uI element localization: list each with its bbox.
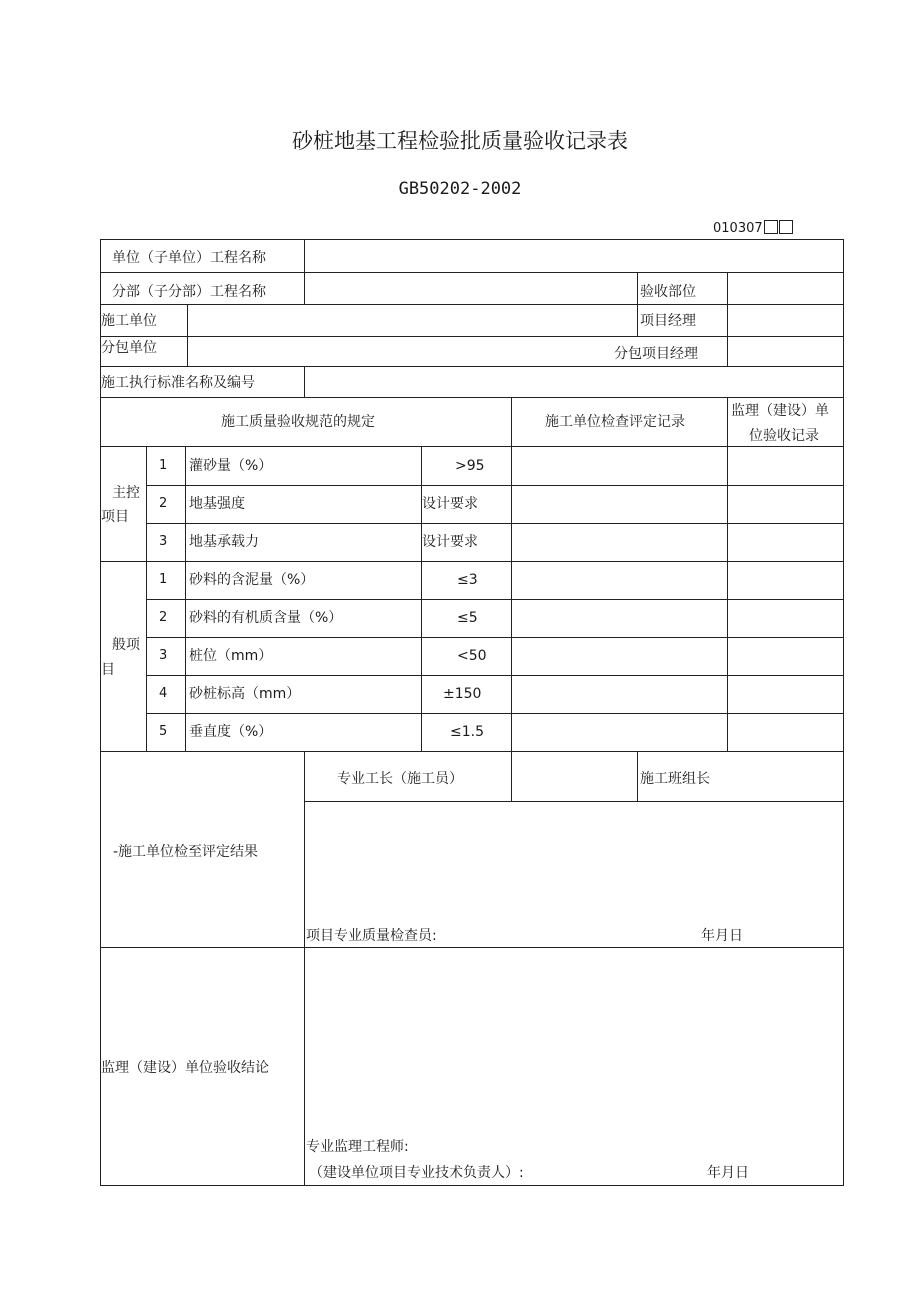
form-code <box>713 220 793 235</box>
grid-line <box>637 751 638 802</box>
grid-line <box>511 751 512 802</box>
grid-line <box>100 561 844 562</box>
project-manager-label: 项目经理 <box>640 313 696 329</box>
grid-line <box>100 304 844 305</box>
subcontract-unit-label: 分包单位 <box>101 340 157 356</box>
grid-line <box>304 801 844 802</box>
item-number: 1 <box>159 572 168 587</box>
item-name: 砂料的有机质含量（%） <box>189 610 343 626</box>
quality-inspector-label: 项目专业质量检查员: <box>306 928 437 944</box>
grid-line <box>100 336 844 337</box>
item-value: ±150 <box>443 686 482 702</box>
item-name: 砂桩标高（mm） <box>189 686 301 702</box>
unit-project-label: 单位（子单位）工程名称 <box>112 250 266 266</box>
supervision-column-header-line1: 监理（建设）单 <box>731 403 829 419</box>
check-record-column-header: 施工单位检查评定记录 <box>545 414 685 430</box>
team-leader-label: 施工班组长 <box>640 771 710 787</box>
grid-line <box>304 239 305 305</box>
grid-line <box>421 446 422 752</box>
grid-line <box>146 637 844 638</box>
evaluation-date-label: 年月日 <box>701 928 743 944</box>
item-name: 灌砂量（%） <box>189 458 273 474</box>
item-name: 桩位（mm） <box>189 648 273 664</box>
standard-number: GB50202-2002 <box>398 179 522 199</box>
grid-line <box>146 675 844 676</box>
grid-line <box>146 713 844 714</box>
grid-line <box>146 446 147 752</box>
grid-line <box>187 304 188 367</box>
item-value: ≤5 <box>457 610 478 626</box>
item-number: 2 <box>159 610 168 625</box>
main-control-label-line1: 主控 <box>112 485 140 501</box>
code-box-2[interactable] <box>779 220 793 234</box>
item-number: 3 <box>159 534 168 549</box>
code-box-1[interactable] <box>764 220 778 234</box>
item-name: 砂料的含泥量（%） <box>189 572 315 588</box>
item-number: 4 <box>159 686 168 701</box>
grid-line <box>100 947 844 948</box>
evaluation-result-label: -施工单位检至评定结果 <box>113 844 259 860</box>
grid-line <box>146 599 844 600</box>
item-value: 设计要求 <box>422 534 478 550</box>
grid-line <box>100 1185 844 1186</box>
item-number: 5 <box>159 724 168 739</box>
grid-line <box>637 272 638 336</box>
grid-line <box>304 366 305 397</box>
grid-line <box>100 446 844 447</box>
spec-column-header: 施工质量验收规范的规定 <box>221 414 375 430</box>
grid-line <box>100 751 844 752</box>
subcontract-manager-label: 分包项目经理 <box>614 346 698 362</box>
owner-representative-label: （建设单位项目专业技术负责人）: <box>309 1165 524 1181</box>
grid-line <box>727 397 728 752</box>
form-code-number: 010307 <box>713 221 763 236</box>
grid-line <box>146 485 844 486</box>
item-value: ≤3 <box>457 572 478 588</box>
inspection-part-label: 验收部位 <box>640 284 696 300</box>
supervising-engineer-label: 专业监理工程师: <box>306 1139 409 1155</box>
main-control-label-line2: 项目 <box>101 509 129 525</box>
grid-line <box>100 239 844 240</box>
item-name: 地基承载力 <box>189 534 259 550</box>
item-number: 3 <box>159 648 168 663</box>
construction-unit-label: 施工单位 <box>101 313 157 329</box>
general-label-line2: 目 <box>101 662 115 678</box>
grid-line <box>100 272 844 273</box>
item-value: <50 <box>457 648 487 664</box>
grid-line <box>304 751 305 1186</box>
exec-standard-label: 施工执行标准名称及编号 <box>101 375 255 391</box>
item-number: 2 <box>159 496 168 511</box>
grid-line <box>843 239 844 1186</box>
item-value: >95 <box>455 458 485 474</box>
item-name: 地基强度 <box>189 496 245 512</box>
item-number: 1 <box>159 458 168 473</box>
item-value: 设计要求 <box>422 496 478 512</box>
item-name: 垂直度（%） <box>189 724 273 740</box>
grid-line <box>100 397 844 398</box>
sub-project-label: 分部（子分部）工程名称 <box>112 284 266 300</box>
grid-line <box>185 446 186 752</box>
supervision-conclusion-label: 监理（建设）单位验收结论 <box>101 1060 269 1076</box>
conclusion-date-label: 年月日 <box>707 1165 749 1181</box>
item-value: ≤1.5 <box>450 724 484 740</box>
grid-line <box>146 523 844 524</box>
supervision-column-header-line2: 位验收记录 <box>749 428 819 444</box>
grid-line <box>100 366 844 367</box>
foreman-label: 专业工长（施工员） <box>337 771 463 787</box>
grid-line <box>727 272 728 367</box>
general-label-line1: 般项 <box>112 637 140 653</box>
grid-line <box>511 397 512 752</box>
page-title: 砂桩地基工程检验批质量验收记录表 <box>292 129 628 153</box>
